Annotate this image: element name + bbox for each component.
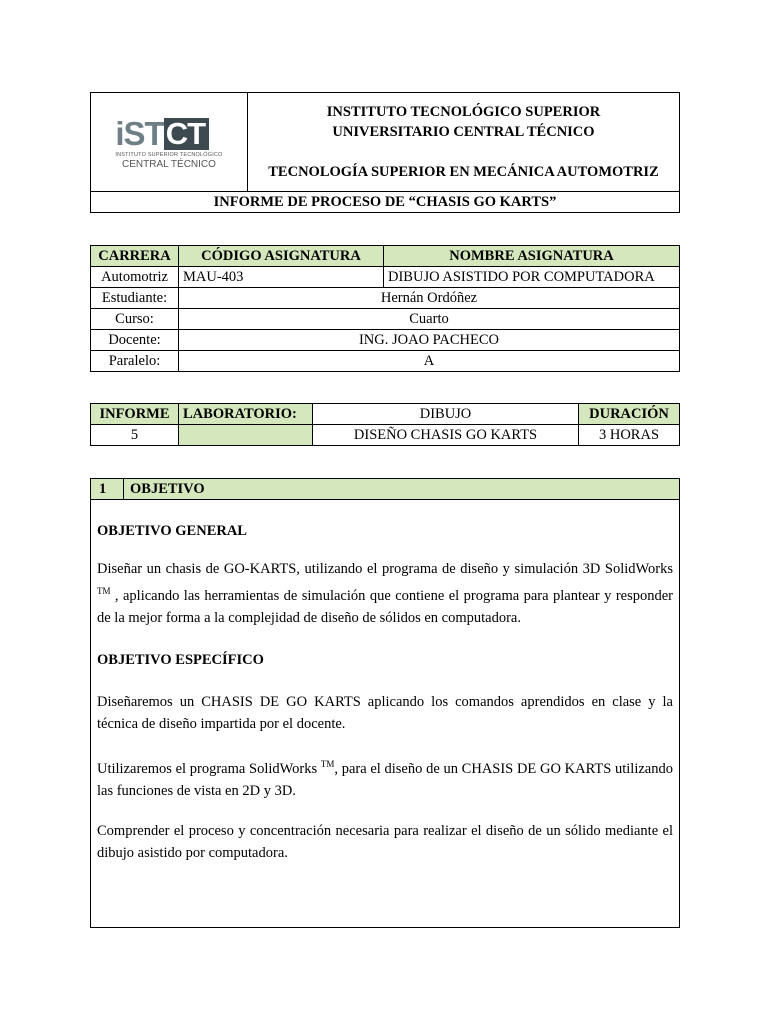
estudiante-value: Hernán Ordóñez — [179, 288, 680, 309]
dibujo-value: DISEÑO CHASIS GO KARTS — [313, 425, 579, 446]
specific-objective-3: Comprender el proceso y concentración necesaria para realizar el diseño de un sólido mediante el dibujo asistido por computadora. — [97, 822, 673, 861]
general-objective-heading: OBJETIVO GENERAL — [97, 523, 247, 539]
institution-cell — [248, 93, 680, 192]
report-title: INFORME DE PROCESO DE “CHASIS GO KARTS” — [91, 192, 680, 213]
curso-value: Cuarto — [179, 309, 680, 330]
label-docente: Docente: — [91, 330, 179, 351]
logo-subtitle-small: INSTITUTO SUPERIOR TECNOLÓGICO — [115, 152, 223, 158]
info-table — [90, 245, 680, 372]
logo-cell — [91, 93, 248, 192]
col-header-laboratorio: LABORATORIO: — [179, 404, 313, 425]
label-paralelo: Paralelo: — [91, 351, 179, 372]
duracion-value: 3 HORAS — [579, 425, 680, 446]
general-objective-text: Diseñar un chasis de GO-KARTS, utilizando el programa de diseño y simulación 3D SolidWorks ™ , aplicando las herramientas de simulación que contiene el programa para plantear y responder de la mejor forma a la complejidad de diseño de sólidos en computadora. — [97, 561, 673, 626]
col-header-carrera: CARRERA — [91, 246, 179, 267]
label-curso: Curso: — [91, 309, 179, 330]
section-title: OBJETIVO — [130, 481, 205, 497]
col-header-informe: INFORME — [91, 404, 179, 425]
header-table — [90, 92, 680, 213]
informe-table — [90, 403, 680, 446]
col-header-dibujo: DIBUJO — [313, 404, 579, 425]
paralelo-value: A — [179, 351, 680, 372]
institution-line-1: INSTITUTO TECNOLÓGICO SUPERIOR — [326, 104, 601, 120]
specific-objective-1: Diseñaremos un CHASIS DE GO KARTS aplicando los comandos aprendidos en clase y la técnica de diseño impartida por el docente. — [97, 693, 673, 732]
objective-header — [91, 479, 679, 500]
objective-section — [90, 478, 680, 928]
specific-objective-2: Utilizaremos el programa SolidWorks ™, para el diseño de un CHASIS DE GO KARTS utilizando las funciones de vista en 2D y 3D. — [97, 758, 673, 799]
col-header-nombre: NOMBRE ASIGNATURA — [384, 246, 680, 267]
label-estudiante: Estudiante: — [91, 288, 179, 309]
docente-value: ING. JOAO PACHECO — [179, 330, 680, 351]
section-number: 1 — [91, 479, 124, 499]
informe-value: 5 — [91, 425, 179, 446]
institution-line-2: UNIVERSITARIO CENTRAL TÉCNICO — [332, 124, 595, 140]
codigo-value: MAU-403 — [179, 267, 384, 288]
logo-ct-text: CT — [164, 118, 209, 150]
col-header-duracion: DURACIÓN — [579, 404, 680, 425]
program-name: TECNOLOGÍA SUPERIOR EN MECÁNICA AUTOMOTRIZ — [268, 164, 659, 180]
logo-ist-text: iST — [115, 115, 164, 152]
carrera-value: Automotriz — [91, 267, 179, 288]
col-header-codigo: CÓDIGO ASIGNATURA — [179, 246, 384, 267]
logo-subtitle: CENTRAL TÉCNICO — [122, 159, 216, 170]
laboratorio-value — [179, 425, 313, 446]
nombre-value: DIBUJO ASISTIDO POR COMPUTADORA — [384, 267, 680, 288]
istct-logo — [115, 115, 223, 170]
specific-objective-heading: OBJETIVO ESPECÍFICO — [97, 651, 264, 668]
objective-body — [91, 520, 679, 864]
